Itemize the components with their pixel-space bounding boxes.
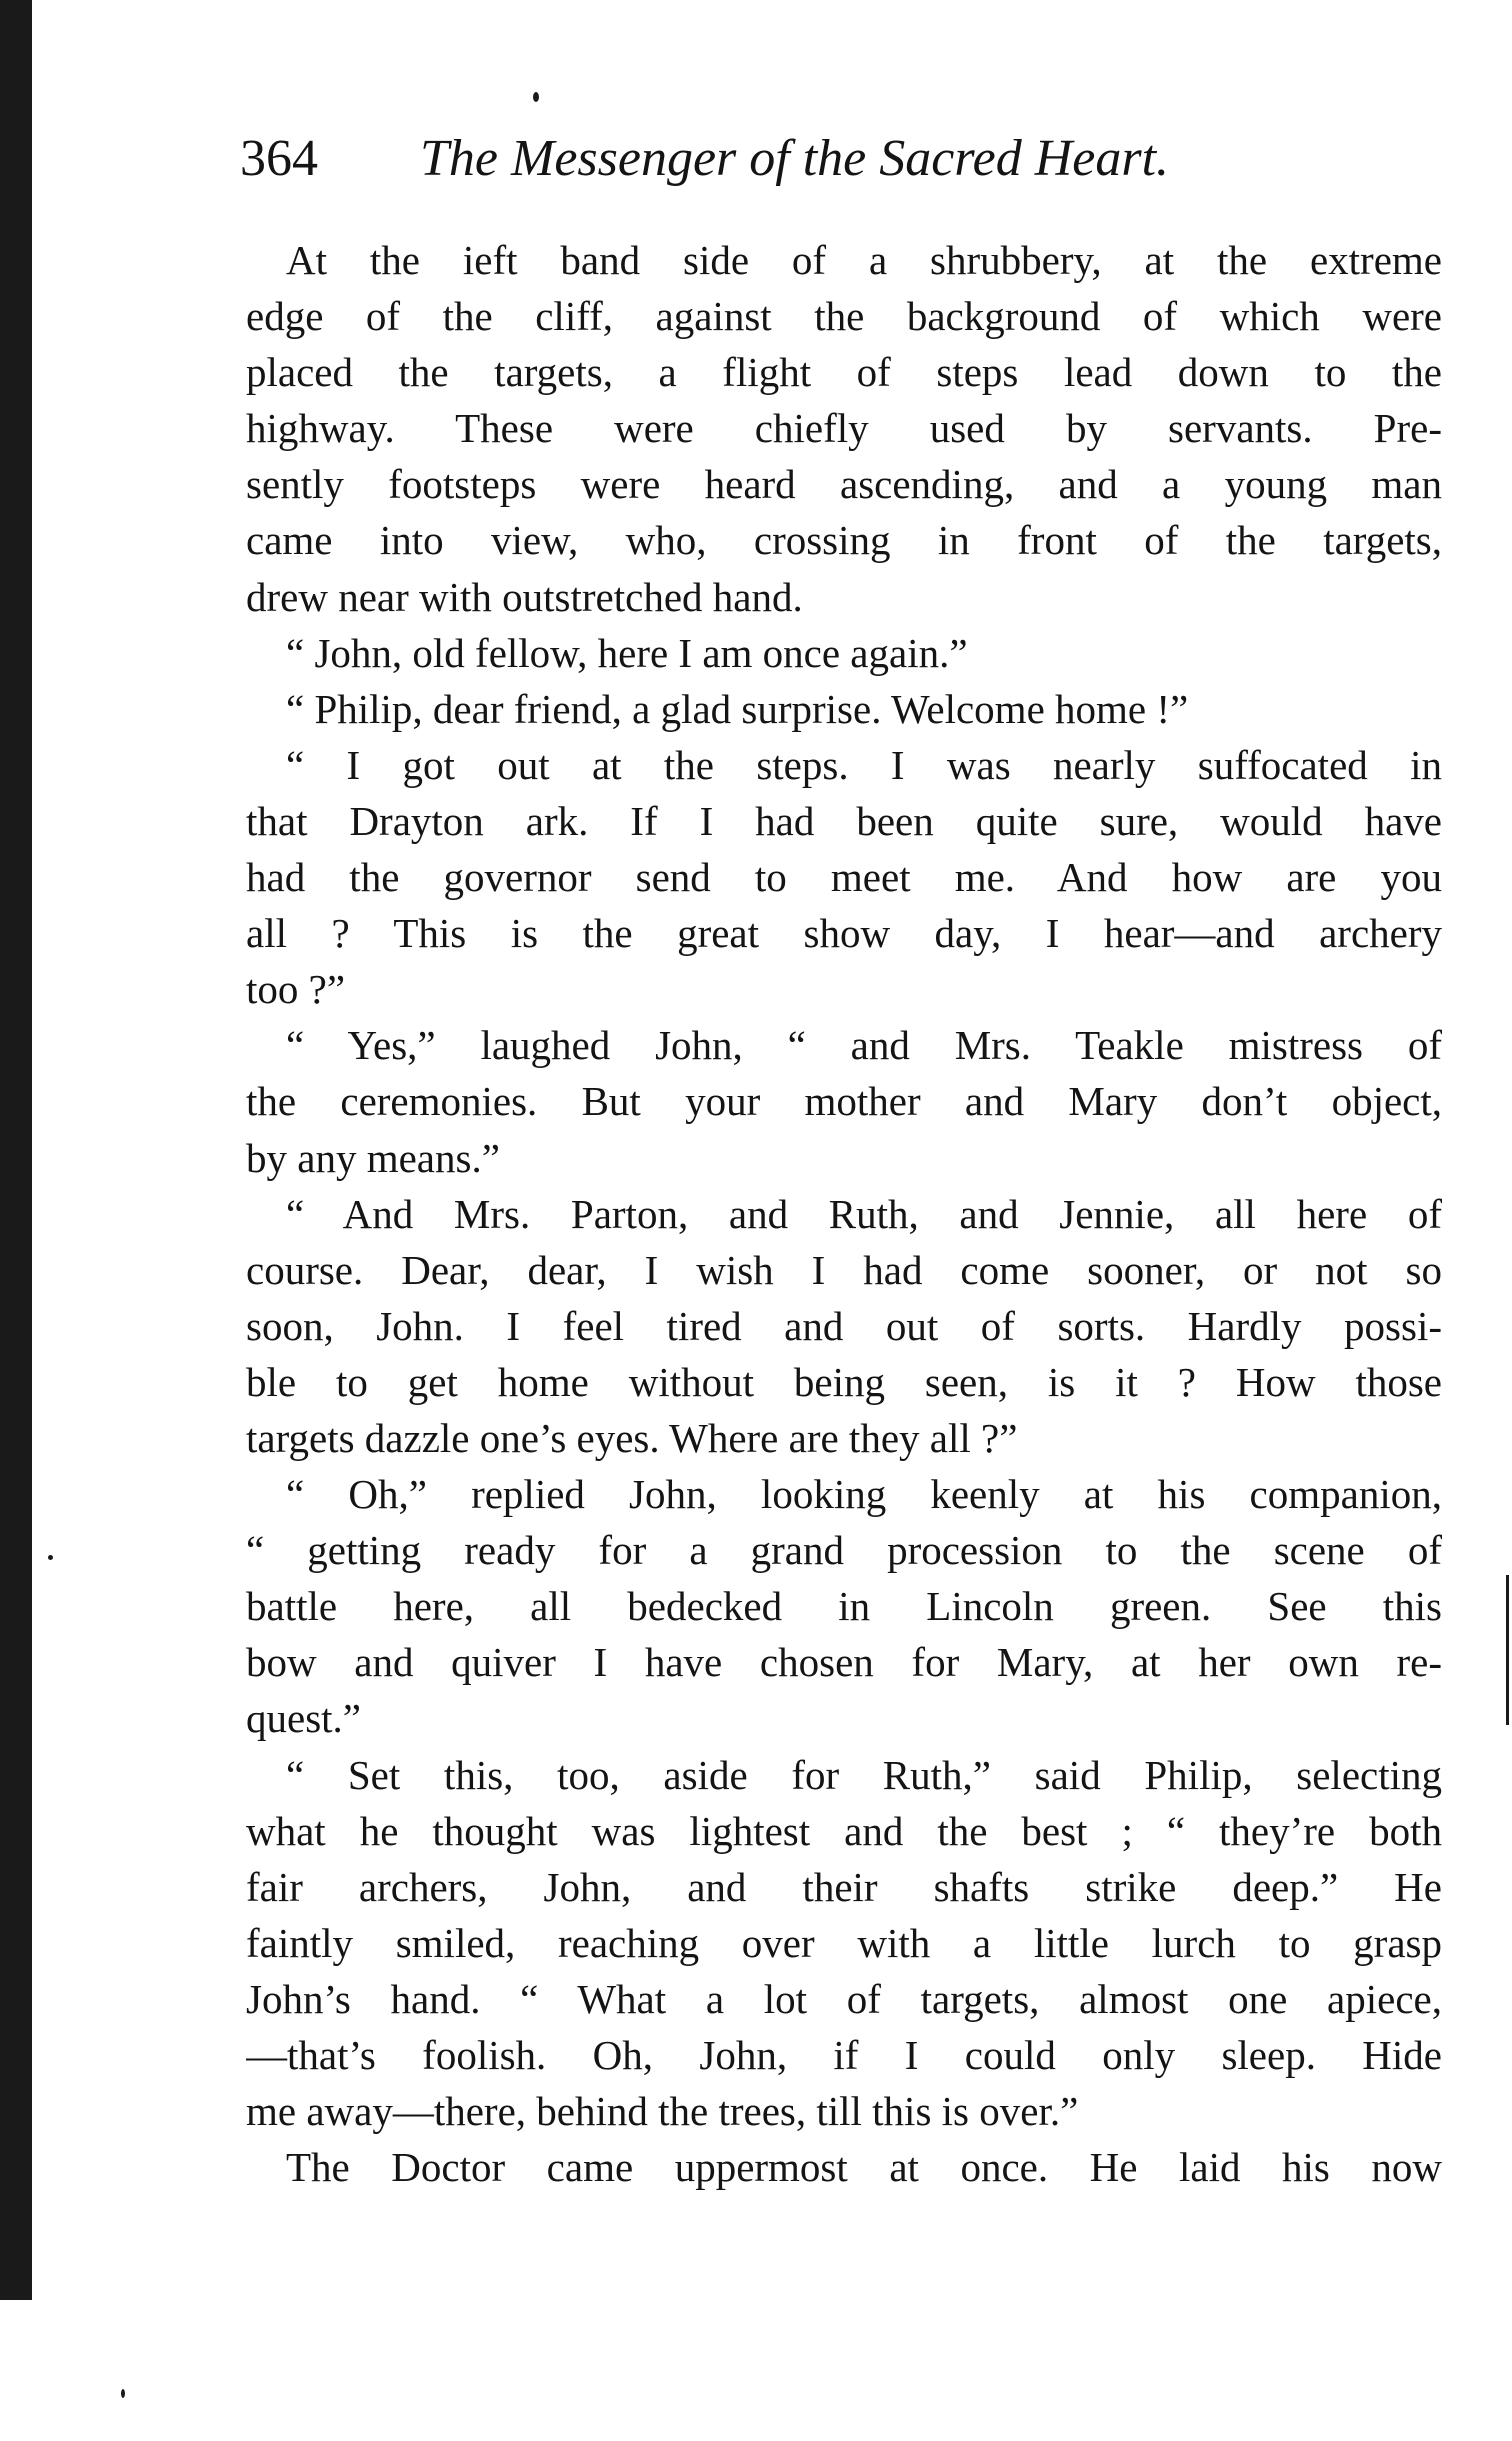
text-line: drew near with outstretched hand. [246, 573, 803, 620]
speck-mark [121, 2389, 125, 2398]
text-line: fair archers, John, and their shafts strike deep.” He [246, 1863, 1442, 1910]
text-line: “ I got out at the steps. I was nearly suffocated in [286, 741, 1442, 788]
text-line: all ? This is the great show day, I hear—and archery [246, 910, 1442, 957]
text-line: what he thought was lightest and the best ; “ they’re both [246, 1807, 1442, 1854]
running-header [240, 122, 1420, 196]
text-line: “ Set this, too, aside for Ruth,” said Philip, selecting [286, 1751, 1442, 1798]
text-line: placed the targets, a flight of steps lead down to the [246, 349, 1442, 396]
speck-mark [533, 92, 539, 102]
text-line: had the governor send to meet me. And how are you [246, 854, 1442, 901]
text-line: The Doctor came uppermost at once. He laid his now [286, 2144, 1442, 2191]
text-line: ble to get home without being seen, is it ? How those [246, 1358, 1442, 1405]
margin-mark [1506, 1575, 1509, 1725]
text-line: too ?” [246, 966, 346, 1013]
text-line: “ getting ready for a grand procession to the scene of [246, 1527, 1442, 1574]
text-line: “ John, old fellow, here I am once again.” [286, 629, 968, 676]
text-line: faintly smiled, reaching over with a little lurch to grasp [246, 1919, 1442, 1966]
text-line: bow and quiver I have chosen for Mary, at her own re- [246, 1639, 1442, 1686]
text-line: “ Yes,” laughed John, “ and Mrs. Teakle mistress of [286, 1022, 1442, 1069]
text-line: targets dazzle one’s eyes. Where are they all ?” [246, 1414, 1018, 1461]
text-line: —that’s foolish. Oh, John, if I could only sleep. Hide [246, 2032, 1442, 2078]
speck-mark [48, 1555, 53, 1560]
text-line: that Drayton ark. If I had been quite sure, would have [246, 797, 1442, 844]
text-line: by any means.” [246, 1134, 500, 1181]
text-line: edge of the cliff, against the background of which were [246, 293, 1442, 340]
text-line: sently footsteps were heard ascending, and a young man [246, 461, 1442, 508]
text-line: came into view, who, crossing in front of the targets, [246, 517, 1442, 564]
text-line: John’s hand. “ What a lot of targets, almost one apiece, [246, 1975, 1442, 2022]
page-edge-gap [0, 0, 32, 2441]
text-line: “ Philip, dear friend, a glad surprise. Welcome home !” [286, 685, 1189, 732]
running-title: The Messenger of the Sacred Heart. [420, 130, 1170, 187]
text-line: battle here, all bedecked in Lincoln green. See this [246, 1583, 1442, 1630]
text-line: highway. These were chiefly used by servants. Pre- [246, 405, 1442, 452]
text-line: course. Dear, dear, I wish I had come sooner, or not so [246, 1246, 1442, 1293]
text-line: “ Oh,” replied John, looking keenly at his companion, [286, 1471, 1442, 1518]
text-line: the ceremonies. But your mother and Mary don’t object, [246, 1078, 1442, 1125]
text-line: soon, John. I feel tired and out of sorts. Hardly possi- [246, 1302, 1442, 1349]
text-line: “ And Mrs. Parton, and Ruth, and Jennie, all here of [286, 1190, 1442, 1237]
text-line: me away—there, behind the trees, till this is over.” [246, 2088, 1079, 2135]
body-text [246, 232, 1442, 2195]
text-line: At the ieft band side of a shrubbery, at the extreme [286, 237, 1442, 283]
text-line: quest.” [246, 1695, 361, 1742]
page-number: 364 [240, 130, 318, 187]
